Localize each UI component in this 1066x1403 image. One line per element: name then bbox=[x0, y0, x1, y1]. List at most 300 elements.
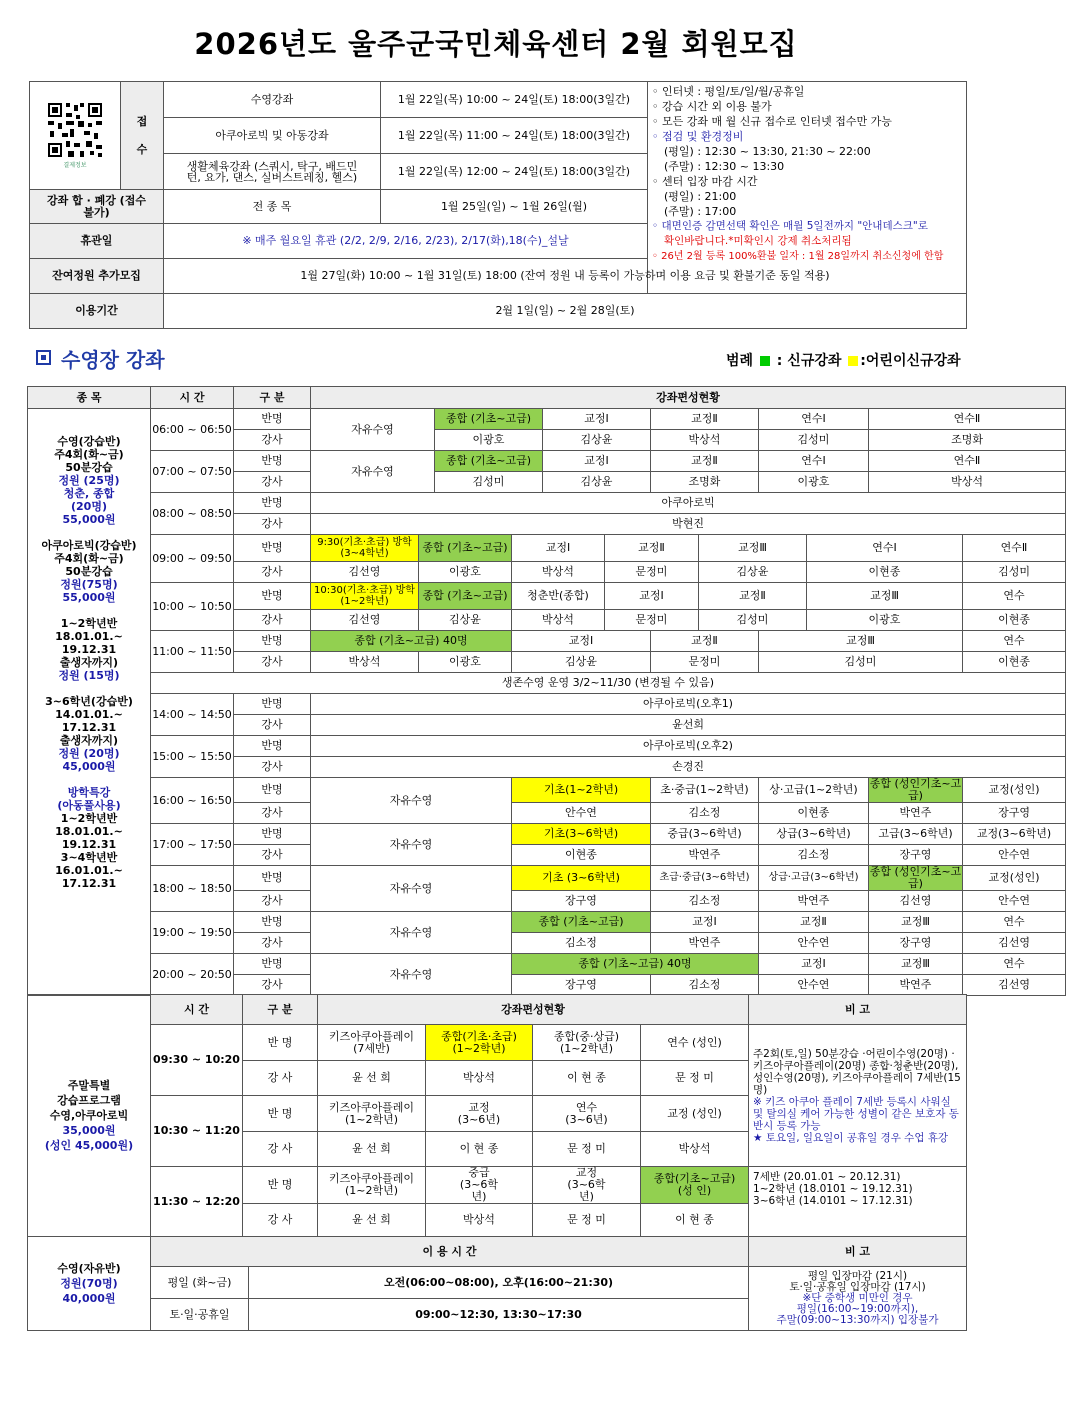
note: ◦ 모든 강좌 매 월 신규 접수로 인터넷 접수만 가능 bbox=[652, 115, 892, 128]
type-ban: 반명 bbox=[234, 583, 311, 610]
weekend-cat-line: 강습프로그램 bbox=[57, 1094, 121, 1107]
weekend-header-note: 비 고 bbox=[749, 995, 967, 1025]
note: 확인바랍니다.*미확인시 강제 취소처리됨 bbox=[664, 235, 852, 247]
type-teacher: 강사 bbox=[234, 472, 311, 493]
free-note bbox=[749, 1267, 967, 1331]
teacher-cell: 장구영 bbox=[963, 803, 1066, 824]
teacher-cell: 박연주 bbox=[651, 933, 759, 954]
cat-line: 16.01.01.~ bbox=[55, 864, 123, 877]
type-teacher: 강사 bbox=[234, 562, 311, 583]
class-cell: 9:30(기초·초급) 방학(3~4학년) bbox=[311, 535, 419, 562]
cat-line: 17.12.31 bbox=[61, 877, 117, 890]
teacher-cell: 김선영 bbox=[963, 933, 1066, 954]
time-cell: 14:00 ~ 14:50 bbox=[151, 694, 234, 736]
free-note-line: 주말(09:00~13:30까지) 입장불가 bbox=[776, 1314, 939, 1326]
weekend-teacher: 윤 선 희 bbox=[318, 1132, 426, 1167]
weekend-header-time: 시 간 bbox=[151, 995, 243, 1025]
cat-line: 50분강습 bbox=[65, 461, 113, 474]
weekend-type-teacher: 강 사 bbox=[243, 1132, 318, 1167]
class-cell: 교정Ⅲ bbox=[869, 954, 963, 975]
teacher-cell: 안수연 bbox=[512, 803, 651, 824]
teacher-cell: 이광호 bbox=[419, 562, 512, 583]
teacher-cell: 조명화 bbox=[651, 472, 759, 493]
note: ◦ 26년 2월 등록 100%환불 일자 : 1월 28일까지 취소신청에 한함 bbox=[652, 251, 944, 262]
teacher-cell: 김성미 bbox=[699, 610, 807, 631]
type-teacher: 강사 bbox=[234, 803, 311, 824]
merge-label: 강좌 합 · 폐강 (접수불가) bbox=[30, 190, 164, 224]
teacher-cell: 안수연 bbox=[963, 891, 1066, 912]
class-cell: 교정(성인) bbox=[963, 866, 1066, 891]
teacher-cell: 김선영 bbox=[311, 610, 419, 631]
teacher-cell: 김상윤 bbox=[419, 610, 512, 631]
section-title-text: 수영장 강좌 bbox=[61, 348, 165, 372]
teacher-cell: 안수연 bbox=[759, 975, 869, 996]
weekend-class: 교정 (성인) bbox=[641, 1096, 749, 1132]
class-cell: 중급(3~6학년) bbox=[651, 824, 759, 845]
free-swim: 자유수영 bbox=[311, 954, 512, 996]
cat-line: 정원 (25명) bbox=[58, 474, 120, 487]
qr-label: 결제정보 bbox=[63, 162, 87, 169]
type-teacher: 강사 bbox=[234, 975, 311, 996]
weekend-type-teacher: 강 사 bbox=[243, 1061, 318, 1096]
teacher-cell: 장구영 bbox=[512, 891, 651, 912]
weekend-class: 키즈아쿠아플레이 (7세반) bbox=[318, 1025, 426, 1061]
cat-line: 정원 (15명) bbox=[58, 669, 120, 682]
type-teacher: 강사 bbox=[234, 933, 311, 954]
cat-line: 주4회(화~금) bbox=[54, 448, 124, 461]
time-cell: 06:00 ~ 06:50 bbox=[151, 409, 234, 451]
teacher-cell: 이현종 bbox=[963, 610, 1066, 631]
weekend-teacher: 이 현 종 bbox=[426, 1132, 533, 1167]
class-cell: 상급(3~6학년) bbox=[759, 824, 869, 845]
reception-name: 생활체육강좌 (스쿼시, 탁구, 배드민턴, 요가, 댄스, 실버스트레칭, 헬스) bbox=[164, 154, 381, 190]
class-cell: 교정Ⅱ bbox=[651, 631, 759, 652]
type-ban: 반명 bbox=[234, 409, 311, 430]
weekend-type-ban: 반 명 bbox=[243, 1096, 318, 1132]
free-swim: 자유수영 bbox=[311, 778, 512, 824]
cat-line: 18.01.01.~ bbox=[55, 825, 123, 838]
weekend-header-type: 구 분 bbox=[243, 995, 318, 1025]
class-cell: 청춘반(종합) bbox=[512, 583, 605, 610]
legend-label: 범례 bbox=[726, 353, 754, 369]
weekend-note bbox=[749, 1025, 967, 1167]
teacher-cell: 이광호 bbox=[435, 430, 543, 451]
free-weekend-time: 09:00~12:30, 13:30~17:30 bbox=[249, 1299, 749, 1331]
cat-line: 17.12.31 bbox=[61, 721, 117, 734]
time-cell: 18:00 ~ 18:50 bbox=[151, 866, 234, 912]
teacher-cell: 김소정 bbox=[651, 891, 759, 912]
teacher-cell: 문정미 bbox=[651, 652, 759, 673]
reception-name: 아쿠아로빅 및 아동강좌 bbox=[164, 118, 381, 154]
type-ban: 반명 bbox=[234, 912, 311, 933]
class-cell: 연수Ⅰ bbox=[759, 451, 869, 472]
type-ban: 반명 bbox=[234, 631, 311, 652]
teacher-cell: 박상석 bbox=[311, 652, 419, 673]
class-cell: 연수Ⅰ bbox=[807, 535, 963, 562]
teacher-cell: 김성미 bbox=[435, 472, 543, 493]
cat-line: 청춘, 종합 bbox=[63, 487, 115, 500]
class-cell: 연수 bbox=[963, 912, 1066, 933]
class-cell: 교정Ⅰ bbox=[543, 451, 651, 472]
class-cell: 교정Ⅰ bbox=[759, 954, 869, 975]
weekend-teacher: 박상석 bbox=[426, 1061, 533, 1096]
free-weekday-label: 평일 (화~금) bbox=[151, 1267, 249, 1299]
teacher-cell: 김상윤 bbox=[543, 472, 651, 493]
header-type: 구 분 bbox=[234, 387, 311, 409]
type-ban: 반명 bbox=[234, 535, 311, 562]
teacher-cell: 김소정 bbox=[512, 933, 651, 954]
class-cell: 아쿠아로빅 bbox=[311, 493, 1066, 514]
teacher-cell: 김성미 bbox=[759, 430, 869, 451]
reception-period: 1월 22일(목) 10:00 ~ 24일(토) 18:00(3일간) bbox=[381, 82, 648, 118]
teacher-cell: 박연주 bbox=[869, 975, 963, 996]
teacher-cell: 이현종 bbox=[963, 652, 1066, 673]
qr-cell bbox=[30, 82, 121, 190]
teacher-cell: 박상석 bbox=[869, 472, 1066, 493]
header-item: 종 목 bbox=[28, 387, 151, 409]
class-cell: 기초 (3~6학년) bbox=[512, 866, 651, 891]
teacher-cell: 장구영 bbox=[512, 975, 651, 996]
class-cell: 아쿠아로빅(오후2) bbox=[311, 736, 1066, 757]
cat-line: 3~4학년반 bbox=[60, 851, 118, 864]
time-cell: 17:00 ~ 17:50 bbox=[151, 824, 234, 866]
cat-line: 18.01.01.~ bbox=[55, 630, 123, 643]
weekend-note-line: 7세반 (20.01.01 ~ 20.12.31) bbox=[753, 1171, 901, 1183]
legend-green-swatch bbox=[760, 356, 770, 366]
weekend-class: 키즈아쿠아플레이 (1~2학년) bbox=[318, 1167, 426, 1204]
class-cell: 연수 bbox=[963, 583, 1066, 610]
extra-value: 1월 27일(화) 10:00 ~ 1월 31일(토) 18:00 (잔여 정원 내 등록이 가능하며 이용 요금 및 환불기준 동일 적용) bbox=[164, 259, 967, 294]
legend-kids: 어린이신규강좌 bbox=[865, 353, 961, 369]
free-weekend-label: 토·일·공휴일 bbox=[151, 1299, 249, 1331]
teacher-cell: 박연주 bbox=[869, 803, 963, 824]
teacher-cell: 손경진 bbox=[311, 757, 1066, 778]
teacher-cell: 김소정 bbox=[651, 975, 759, 996]
free-header-time: 이 용 시 간 bbox=[151, 1237, 749, 1267]
free-note-line: 평일 입장마감 (21시) bbox=[807, 1270, 908, 1282]
weekend-type-teacher: 강 사 bbox=[243, 1204, 318, 1237]
type-ban: 반명 bbox=[234, 866, 311, 891]
weekend-teacher: 문 정 미 bbox=[533, 1204, 641, 1237]
reception-period: 1월 22일(목) 11:00 ~ 24일(토) 18:00(3일간) bbox=[381, 118, 648, 154]
class-cell: 교정Ⅱ bbox=[759, 912, 869, 933]
cat-line: 수영(강습반) bbox=[57, 435, 121, 448]
type-ban: 반명 bbox=[234, 778, 311, 803]
teacher-cell: 이광호 bbox=[759, 472, 869, 493]
reception-head-2: 수 bbox=[136, 142, 148, 156]
weekend-type-ban: 반 명 bbox=[243, 1025, 318, 1061]
weekend-age-note bbox=[749, 1167, 967, 1237]
class-cell: 교정(성인) bbox=[963, 778, 1066, 803]
header-status: 강좌편성현황 bbox=[311, 387, 1066, 409]
type-teacher: 강사 bbox=[234, 610, 311, 631]
class-cell: 연수Ⅱ bbox=[869, 451, 1066, 472]
weekend-table bbox=[27, 994, 967, 1237]
note: (평일) : 12:30 ~ 13:30, 21:30 ~ 22:00 bbox=[664, 145, 871, 158]
teacher-cell: 윤선희 bbox=[311, 715, 1066, 736]
free-note-line: 토·일·공휴일 입장마감 (17시) bbox=[789, 1281, 926, 1293]
class-cell: 교정Ⅰ bbox=[605, 583, 699, 610]
weekend-time: 10:30 ~ 11:20 bbox=[151, 1096, 243, 1167]
class-cell: 교정(3~6학년) bbox=[963, 824, 1066, 845]
class-cell: 연수 bbox=[963, 954, 1066, 975]
teacher-cell: 김성미 bbox=[963, 562, 1066, 583]
weekend-note-line: 주2회(토,일) 50분강습 ·어린이수영(20명) ·키즈아쿠아플레이(20명) 종합·청춘반(20명), 성인수영(20명), 키즈아쿠아플레이 7세반(15명) bbox=[753, 1047, 961, 1096]
free-cat-line: 수영(자유반) bbox=[57, 1262, 121, 1275]
weekend-teacher: 문 정 미 bbox=[533, 1132, 641, 1167]
class-cell: 초·중급(1~2학년) bbox=[651, 778, 759, 803]
free-swim: 자유수영 bbox=[311, 451, 435, 493]
time-cell: 08:00 ~ 08:50 bbox=[151, 493, 234, 535]
class-cell: 종합 (기초~고급) 40명 bbox=[311, 631, 512, 652]
period-label: 이용기간 bbox=[30, 294, 164, 329]
cat-line: 14.01.01.~ bbox=[55, 708, 123, 721]
free-swim: 자유수영 bbox=[311, 409, 435, 451]
survival-swim-note: 생존수영 운영 3/2~11/30 (변경될 수 있음) bbox=[151, 673, 1066, 694]
weekend-class: 키즈아쿠아플레이 (1~2학년) bbox=[318, 1096, 426, 1132]
time-cell: 20:00 ~ 20:50 bbox=[151, 954, 234, 996]
teacher-cell: 박상석 bbox=[512, 610, 605, 631]
class-cell: 종합 (기초~고급) bbox=[512, 912, 651, 933]
cat-line: 방학특강 bbox=[67, 786, 111, 799]
type-teacher: 강사 bbox=[234, 652, 311, 673]
holiday-value: ※ 매주 월요일 휴관 (2/2, 2/9, 2/16, 2/23), 2/17(화),18(수)_설날 bbox=[164, 224, 648, 259]
holiday-label: 휴관일 bbox=[30, 224, 164, 259]
weekend-class: 종합(기초~고급) (성 인) bbox=[641, 1167, 749, 1204]
weekend-class: 연수 (성인) bbox=[641, 1025, 749, 1061]
cat-line: 출생자까지) bbox=[59, 734, 119, 747]
qr-code-icon bbox=[46, 101, 104, 159]
teacher-cell: 김선영 bbox=[869, 891, 963, 912]
weekend-cat-line: 주말특별 bbox=[67, 1079, 111, 1092]
class-cell: 교정Ⅲ bbox=[807, 583, 963, 610]
note: (주말) : 17:00 bbox=[664, 205, 737, 218]
type-teacher: 강사 bbox=[234, 845, 311, 866]
legend: 범례 : 신규강좌 :어린이신규강좌 bbox=[726, 353, 961, 369]
weekend-type-ban: 반 명 bbox=[243, 1167, 318, 1204]
reception-name: 수영강좌 bbox=[164, 82, 381, 118]
cat-line: (아동풀사용) bbox=[57, 799, 121, 812]
weekend-cat-line: (성인 45,000원) bbox=[44, 1139, 134, 1152]
cat-line: 3~6학년(강습반) bbox=[45, 695, 133, 708]
class-cell: 기초(3~6학년) bbox=[512, 824, 651, 845]
time-cell: 09:00 ~ 09:50 bbox=[151, 535, 234, 583]
time-cell: 16:00 ~ 16:50 bbox=[151, 778, 234, 824]
weekend-time: 09:30 ~ 10:20 bbox=[151, 1025, 243, 1096]
time-cell: 19:00 ~ 19:50 bbox=[151, 912, 234, 954]
weekend-note-line: ※ 키즈 아쿠아 플레이 7세반 등록시 사워실 및 탈의실 케어 가능한 성별이 같은 보호자 동반시 등록 가능 bbox=[753, 1095, 959, 1132]
teacher-cell: 김성미 bbox=[759, 652, 963, 673]
section-title bbox=[36, 344, 165, 373]
cat-line: 출생자까지) bbox=[59, 656, 119, 669]
cat-line: (20명) bbox=[71, 500, 107, 513]
legend-yellow-swatch bbox=[848, 356, 858, 366]
class-cell: 연수Ⅱ bbox=[869, 409, 1066, 430]
weekend-note-line: ★ 토요일, 일요일이 공휴일 경우 수업 휴강 bbox=[753, 1131, 949, 1144]
class-cell: 교정Ⅰ bbox=[512, 535, 605, 562]
weekend-class: 종합(중·상급) (1~2학년) bbox=[533, 1025, 641, 1061]
weekend-cat-line: 수영,아쿠아로빅 bbox=[49, 1109, 129, 1122]
teacher-cell: 이광호 bbox=[419, 652, 512, 673]
class-cell: 교정Ⅰ bbox=[651, 912, 759, 933]
header-time: 시 간 bbox=[151, 387, 234, 409]
teacher-cell: 박상석 bbox=[651, 430, 759, 451]
teacher-cell: 김상윤 bbox=[699, 562, 807, 583]
reception-head-1: 접 bbox=[136, 114, 148, 128]
class-cell: 종합 (기초~고급) bbox=[419, 583, 512, 610]
time-cell: 11:00 ~ 11:50 bbox=[151, 631, 234, 673]
cat-line: 45,000원 bbox=[62, 760, 116, 773]
class-cell: 연수Ⅰ bbox=[759, 409, 869, 430]
type-teacher: 강사 bbox=[234, 891, 311, 912]
weekend-note-line: 3~6학년 (14.0101 ~ 17.12.31) bbox=[753, 1195, 913, 1207]
weekend-teacher: 이 현 종 bbox=[533, 1061, 641, 1096]
class-cell: 초급·중급(3~6학년) bbox=[651, 866, 759, 891]
class-cell: 종합 (기초~고급) bbox=[435, 451, 543, 472]
weekend-teacher: 윤 선 희 bbox=[318, 1204, 426, 1237]
free-cat-line: 40,000원 bbox=[62, 1292, 116, 1305]
free-swim: 자유수영 bbox=[311, 912, 512, 954]
cat-line: 주4회(화~금) bbox=[54, 552, 124, 565]
cat-line: 1~2학년반 bbox=[60, 812, 118, 825]
cat-line: 19.12.31 bbox=[61, 838, 117, 851]
class-cell: 종합 (기초~고급) bbox=[419, 535, 512, 562]
class-cell: 교정Ⅲ bbox=[759, 631, 963, 652]
teacher-cell: 김상윤 bbox=[543, 430, 651, 451]
teacher-cell: 김선영 bbox=[963, 975, 1066, 996]
merge-value: 전 종 목 bbox=[164, 190, 381, 224]
type-ban: 반명 bbox=[234, 451, 311, 472]
note: ◦ 센터 입장 마감 시간 bbox=[652, 175, 758, 188]
type-ban: 반명 bbox=[234, 694, 311, 715]
weekend-class: 교정 (3~6학년) bbox=[533, 1167, 641, 1204]
cat-line: 19.12.31 bbox=[61, 643, 117, 656]
teacher-cell: 이현종 bbox=[512, 845, 651, 866]
class-cell: 교정Ⅲ bbox=[699, 535, 807, 562]
teacher-cell: 이광호 bbox=[807, 610, 963, 631]
teacher-cell: 김소정 bbox=[651, 803, 759, 824]
class-cell: 교정Ⅰ bbox=[512, 631, 651, 652]
weekend-teacher: 박상석 bbox=[426, 1204, 533, 1237]
teacher-cell: 장구영 bbox=[869, 933, 963, 954]
teacher-cell: 조명화 bbox=[869, 430, 1066, 451]
class-cell: 교정Ⅱ bbox=[651, 451, 759, 472]
type-ban: 반명 bbox=[234, 954, 311, 975]
weekend-header-status: 강좌편성현황 bbox=[318, 995, 749, 1025]
weekend-teacher: 윤 선 희 bbox=[318, 1061, 426, 1096]
weekend-class: 중급 (3~6학년) bbox=[426, 1167, 533, 1204]
teacher-cell: 박연주 bbox=[651, 845, 759, 866]
free-header-note: 비 고 bbox=[749, 1237, 967, 1267]
cat-line: 55,000원 bbox=[62, 513, 116, 526]
weekend-teacher: 문 정 미 bbox=[641, 1061, 749, 1096]
type-teacher: 강사 bbox=[234, 715, 311, 736]
category-column bbox=[28, 409, 151, 996]
weekend-class: 연수 (3~6년) bbox=[533, 1096, 641, 1132]
teacher-cell: 박연주 bbox=[759, 891, 869, 912]
class-cell: 교정Ⅰ bbox=[543, 409, 651, 430]
type-teacher: 강사 bbox=[234, 514, 311, 535]
weekend-time: 11:30 ~ 12:20 bbox=[151, 1167, 243, 1237]
cat-line: 55,000원 bbox=[62, 591, 116, 604]
weekend-teacher: 이 현 종 bbox=[641, 1204, 749, 1237]
class-cell: 교정Ⅲ bbox=[869, 912, 963, 933]
note: ◦ 인터넷 : 평일/토/일/월/공휴일 bbox=[652, 85, 805, 98]
merge-period: 1월 25일(일) ~ 1월 26일(월) bbox=[381, 190, 648, 224]
reception-table bbox=[29, 81, 967, 329]
teacher-cell: 이현종 bbox=[807, 562, 963, 583]
free-weekday-time: 오전(06:00~08:00), 오후(16:00~21:30) bbox=[249, 1267, 749, 1299]
time-cell: 15:00 ~ 15:50 bbox=[151, 736, 234, 778]
reception-period: 1월 22일(목) 12:00 ~ 24일(토) 18:00(3일간) bbox=[381, 154, 648, 190]
time-cell: 10:00 ~ 10:50 bbox=[151, 583, 234, 631]
time-cell: 07:00 ~ 07:50 bbox=[151, 451, 234, 493]
weekend-category bbox=[28, 995, 151, 1237]
type-teacher: 강사 bbox=[234, 430, 311, 451]
class-cell: 아쿠아로빅(오후1) bbox=[311, 694, 1066, 715]
class-cell: 종합 (기초~고급) 40명 bbox=[512, 954, 759, 975]
cat-line: 정원 (20명) bbox=[58, 747, 120, 760]
teacher-cell: 안수연 bbox=[759, 933, 869, 954]
free-category bbox=[28, 1237, 151, 1331]
type-ban: 반명 bbox=[234, 493, 311, 514]
legend-new: 신규강좌 bbox=[787, 353, 842, 369]
teacher-cell: 김상윤 bbox=[512, 652, 651, 673]
cat-line: 아쿠아로빅(강습반) bbox=[41, 539, 137, 552]
reception-head bbox=[121, 82, 164, 190]
free-swim-table bbox=[27, 1236, 967, 1331]
teacher-cell: 김소정 bbox=[759, 845, 869, 866]
teacher-cell: 문정미 bbox=[605, 562, 699, 583]
class-cell: 교정Ⅱ bbox=[651, 409, 759, 430]
square-bullet-icon bbox=[36, 350, 51, 365]
class-cell: 교정Ⅱ bbox=[699, 583, 807, 610]
cat-line: 1~2학년반 bbox=[60, 617, 118, 630]
extra-label: 잔여정원 추가모집 bbox=[30, 259, 164, 294]
class-cell: 종합 (기초~고급) bbox=[435, 409, 543, 430]
weekend-cat-line: 35,000원 bbox=[62, 1124, 116, 1137]
class-cell: 상급·고급(3~6학년) bbox=[759, 866, 869, 891]
weekend-note-line: 1~2학년 (18.0101 ~ 19.12.31) bbox=[753, 1183, 913, 1195]
note: ◦ 대면인증 감면선택 확인은 매월 5일전까지 "안내데스크"로 bbox=[652, 220, 928, 232]
class-cell: 10:30(기초·초급) 방학(1~2학년) bbox=[311, 583, 419, 610]
free-cat-line: 정원(70명) bbox=[60, 1277, 118, 1290]
class-cell: 상·고급(1~2학년) bbox=[759, 778, 869, 803]
class-cell: 연수Ⅱ bbox=[963, 535, 1066, 562]
class-cell: 연수 bbox=[963, 631, 1066, 652]
type-teacher: 강사 bbox=[234, 757, 311, 778]
class-cell: 교정Ⅱ bbox=[605, 535, 699, 562]
class-cell: 종합 (성인기초~고급) bbox=[869, 777, 962, 802]
free-swim: 자유수영 bbox=[311, 824, 512, 866]
teacher-cell: 이현종 bbox=[759, 803, 869, 824]
class-cell: 고급(3~6학년) bbox=[869, 824, 963, 845]
cat-line: 50분강습 bbox=[65, 565, 113, 578]
note: ◦ 점검 및 환경정비 bbox=[652, 130, 744, 143]
notes-box bbox=[648, 82, 967, 294]
note: (평일) : 21:00 bbox=[664, 190, 737, 203]
weekend-class: 종합(기초·초급) (1~2학년) bbox=[426, 1025, 533, 1061]
class-cell: 종합 (성인기초~고급) bbox=[869, 865, 962, 890]
free-note-line: ※단 중학생 미만인 경우 bbox=[802, 1292, 913, 1304]
teacher-cell: 안수연 bbox=[963, 845, 1066, 866]
type-ban: 반명 bbox=[234, 824, 311, 845]
teacher-cell: 문정미 bbox=[605, 610, 699, 631]
weekend-teacher: 박상석 bbox=[641, 1132, 749, 1167]
teacher-cell: 장구영 bbox=[869, 845, 963, 866]
class-cell: 기초(1~2학년) bbox=[512, 778, 651, 803]
free-swim: 자유수영 bbox=[311, 866, 512, 912]
